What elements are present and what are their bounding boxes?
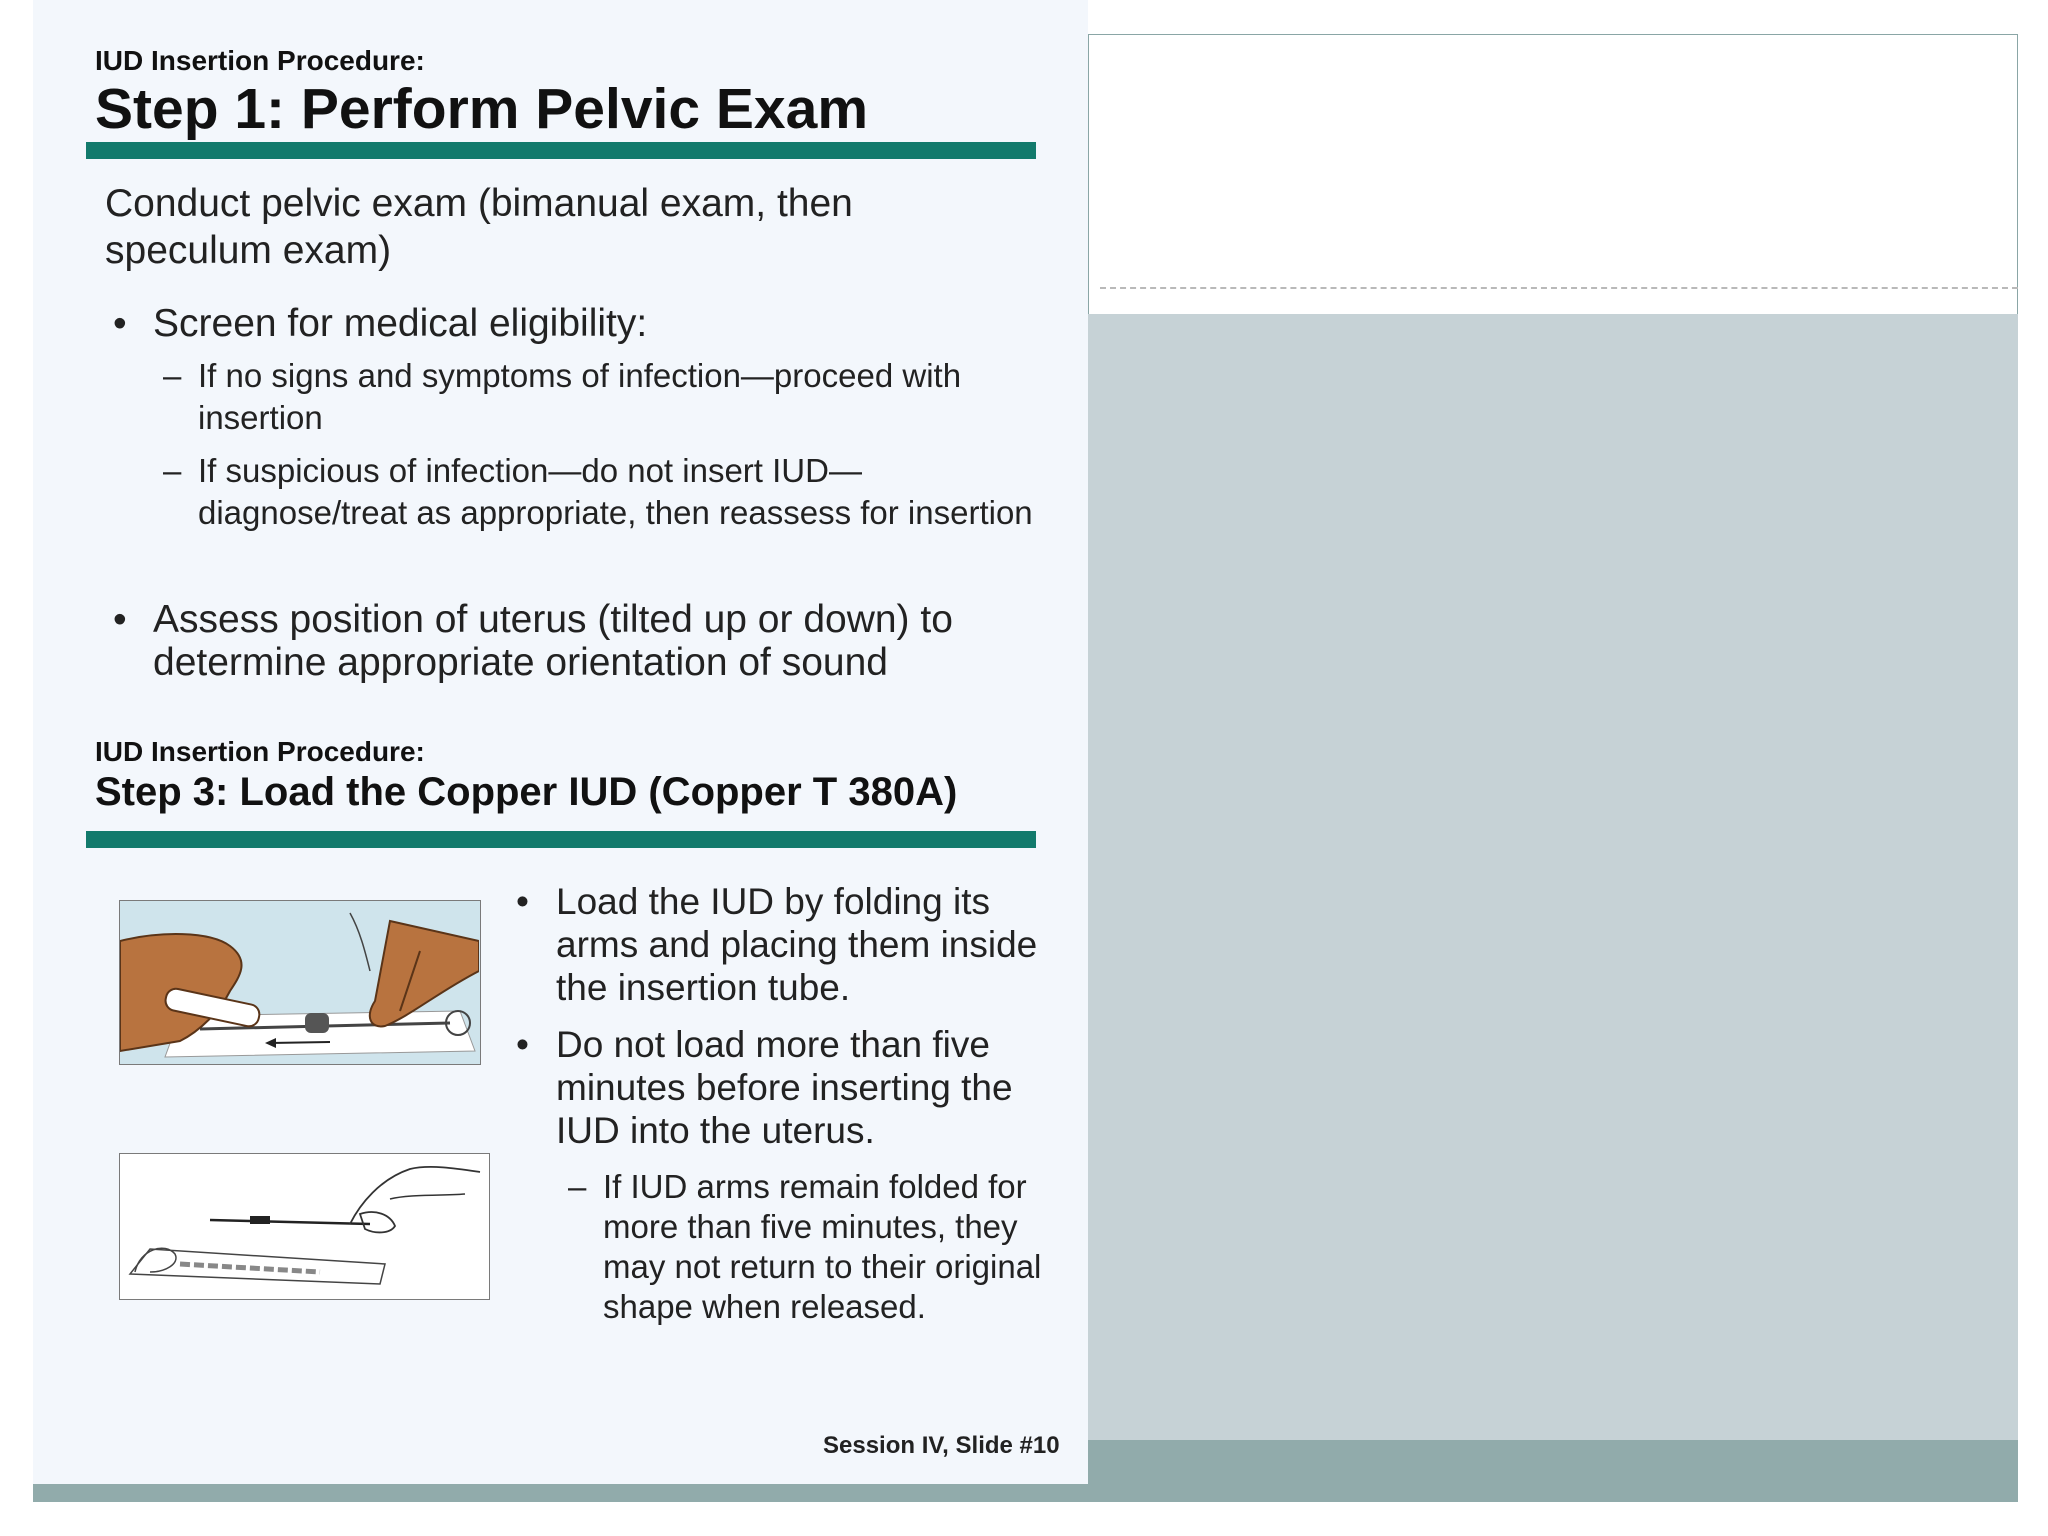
sub-bullet-text: If IUD arms remain folded for more than five minutes, they may not return to their original shape when released. — [603, 1168, 1042, 1325]
step3-title: Step 3: Load the Copper IUD (Copper T 380A) — [95, 770, 958, 814]
step3-bullet — [516, 880, 1076, 1010]
bullet-marker: • — [113, 302, 127, 345]
dash-marker: – — [163, 452, 182, 489]
bullet-marker: • — [113, 598, 127, 641]
step1-bullet — [113, 302, 1043, 347]
bullet-text: Load the IUD by folding its arms and placing them inside the insertion tube. — [556, 881, 1038, 1008]
bullet-text: Screen for medical eligibility: — [153, 302, 648, 345]
background-panel — [1088, 314, 2018, 1440]
sub-bullet-text: If no signs and symptoms of infection—proceed with insertion — [198, 357, 962, 436]
bullet-text: Do not load more than five minutes before inserting the IUD into the uterus. — [556, 1024, 1013, 1151]
slide-page — [33, 0, 1088, 1484]
hands-folding-iud-icon — [119, 900, 481, 1065]
dash-marker: – — [568, 1168, 587, 1205]
dash-marker: – — [163, 357, 182, 394]
step1-title: Step 1: Perform Pelvic Exam — [95, 77, 869, 141]
bullet-marker: • — [516, 1024, 529, 1065]
step3-eyebrow: IUD Insertion Procedure: — [95, 736, 425, 767]
bullet-marker: • — [516, 881, 529, 922]
step1-sub-bullet — [163, 355, 1043, 439]
step1-eyebrow: IUD Insertion Procedure: — [95, 45, 425, 76]
step1-bullet — [113, 598, 1043, 688]
step1-title-rule — [86, 142, 1036, 159]
step1-sub-bullet — [163, 450, 1043, 576]
bullet-text: Assess position of uterus (tilted up or down) to determine appropriate orientation of sound — [153, 598, 953, 684]
hand-holding-loaded-inserter-icon — [119, 1153, 490, 1300]
dashed-divider — [1100, 287, 2018, 289]
slide-footer: Session IV, Slide #10 — [823, 1432, 1060, 1459]
step1-intro: Conduct pelvic exam (bimanual exam, then speculum exam) — [105, 182, 853, 272]
sub-bullet-text: If suspicious of infection—do not insert IUD—diagnose/treat as appropriate, then reassess for insertion — [198, 452, 1033, 531]
step3-bullet — [516, 1023, 1076, 1153]
step3-title-rule — [86, 831, 1036, 848]
step3-sub-bullet — [568, 1167, 1078, 1372]
